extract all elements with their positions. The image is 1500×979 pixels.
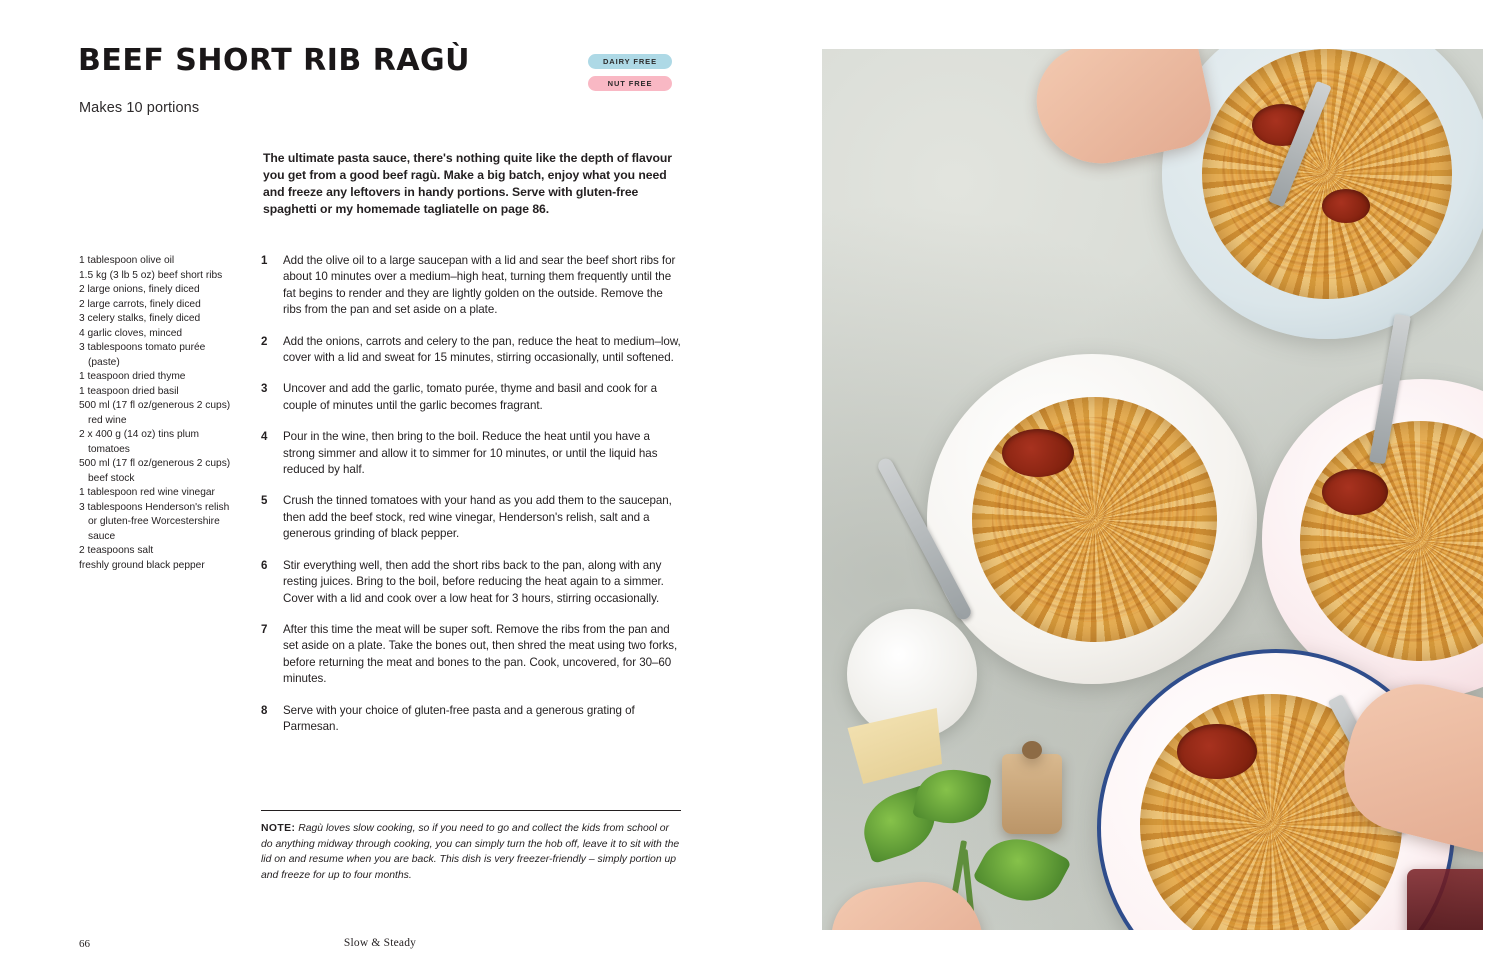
- method-step: [261, 703, 681, 736]
- recipe-note: [261, 821, 681, 883]
- ingredients-list: [79, 254, 251, 573]
- step-text: Crush the tinned tomatoes with your hand as you add them to the saucepan, then add the beef stock, red wine vinegar, Henderson's relish, salt and a generous grinding of black pepper.: [283, 494, 672, 541]
- step-text: After this time the meat will be super soft. Remove the ribs from the pan and set aside on a plate. Take the bones out, then shred the meat using two forks, before returning the meat and bones to the pan. Cook, uncovered, for 30–60 minutes.: [283, 622, 678, 686]
- note-divider: [261, 810, 681, 811]
- right-page: [760, 0, 1500, 979]
- method-step: [261, 429, 681, 478]
- step-text: Add the onions, carrots and celery to the pan, reduce the heat to medium–low, cover with a lid and sweat for 15 minutes, stirring occasionally, until softened.: [283, 334, 681, 365]
- ingredient-item: 1.5 kg (3 lb 5 oz) beef short ribs: [79, 269, 223, 281]
- ingredient-item: 2 large carrots, finely diced: [79, 298, 201, 310]
- ingredient-item: 3 celery stalks, finely diced: [79, 313, 201, 324]
- badge-dairy-free: DAIRY FREE: [588, 54, 672, 69]
- step-number: 1: [261, 255, 268, 267]
- pepper-grinder: [1002, 754, 1062, 834]
- method-step: [261, 253, 681, 319]
- step-number: 3: [261, 383, 268, 396]
- step-number: 4: [261, 431, 268, 444]
- ingredient-item: freshly ground black pepper: [79, 559, 205, 571]
- pasta-left: [972, 397, 1217, 642]
- grinder-knob: [1022, 741, 1042, 759]
- ingredient-item: 1 teaspoon dried thyme: [79, 371, 186, 382]
- ingredient-item: red wine: [88, 414, 127, 426]
- badge-nut-free: NUT FREE: [588, 76, 672, 91]
- wine-glass: [1407, 869, 1483, 930]
- step-number: 7: [261, 623, 268, 636]
- method-step: [261, 493, 681, 542]
- ingredient-item: 3 tablespoons tomato purée: [79, 342, 206, 353]
- ingredient-item: 500 ml (17 fl oz/generous 2 cups): [79, 458, 231, 469]
- step-number: 5: [261, 495, 268, 508]
- ingredient-item: 3 tablespoons Henderson's relish: [79, 501, 230, 513]
- page-number: 66: [79, 938, 90, 950]
- ingredient-item: 2 large onions, finely diced: [79, 284, 200, 295]
- step-text: Uncover and add the garlic, tomato purée, thyme and basil and cook for a couple of minutes until the garlic becomes fragrant.: [283, 382, 658, 412]
- method-step: [261, 334, 681, 367]
- ingredient-item: 2 x 400 g (14 oz) tins plum: [79, 429, 200, 440]
- ingredient-item: (paste): [88, 356, 120, 368]
- ingredient-item: or gluten-free Worcestershire: [88, 516, 220, 527]
- sauce-top-2: [1322, 189, 1370, 223]
- running-head: Slow & Steady: [343, 937, 417, 949]
- page-title: BEEF SHORT RIB RAGÙ: [78, 43, 471, 78]
- dietary-badges: [588, 54, 718, 98]
- ingredient-item: 1 tablespoon olive oil: [79, 255, 175, 266]
- step-text: Add the olive oil to a large saucepan with a lid and sear the beef short ribs for about 10 minutes over a medium–high heat, turning them frequently until the fat begins to render and they are lightly golden on the outside. Remove the ribs from the pan and set aside on a plate.: [283, 254, 676, 317]
- ingredient-item: 4 garlic cloves, minced: [79, 327, 183, 339]
- ingredient-item: 1 teaspoon dried basil: [79, 385, 179, 397]
- yield-text: Makes 10 portions: [79, 100, 200, 116]
- ingredient-item: beef stock: [88, 472, 135, 484]
- step-text: Serve with your choice of gluten-free pasta and a generous grating of Parmesan.: [283, 703, 635, 733]
- step-number: 6: [261, 559, 268, 572]
- method-step: [261, 381, 681, 414]
- recipe-intro: The ultimate pasta sauce, there's nothing quite like the depth of flavour you get from a good beef ragù. Make a big batch, enjoy what you need and freeze any leftovers in handy portions. Serve with gluten-free spaghetti or my homemade tagliatelle on page 86.: [263, 151, 672, 216]
- method-step: [261, 622, 681, 688]
- step-number: 8: [261, 704, 268, 717]
- ingredient-item: sauce: [88, 530, 116, 542]
- ingredient-item: 500 ml (17 fl oz/generous 2 cups): [79, 400, 231, 411]
- ingredient-item: 1 tablespoon red wine vinegar: [79, 487, 215, 498]
- sauce-right: [1322, 469, 1388, 515]
- step-text: Pour in the wine, then bring to the boil. Reduce the heat until you have a strong simmer and allow it to simmer for 10 minutes, or until the liquid has reduced by half.: [283, 430, 658, 477]
- method-steps: [261, 253, 681, 750]
- step-number: 2: [261, 335, 268, 348]
- recipe-photo: [822, 49, 1483, 930]
- note-text: Ragù loves slow cooking, so if you need to go and collect the kids from school or do anything midway through cooking, you can simply turn the hob off, leave it to sit with the lid on and resume when you are back. This dish is very freezer-friendly – simply portion up and freeze for up to four months.: [261, 823, 680, 881]
- note-label: NOTE:: [261, 823, 296, 834]
- ingredient-item: tomatoes: [88, 443, 130, 455]
- sauce-left: [1002, 429, 1074, 477]
- sauce-bottom: [1177, 724, 1257, 779]
- ingredient-item: 2 teaspoons salt: [79, 545, 154, 556]
- step-text: Stir everything well, then add the short ribs back to the pan, along with any resting juices. Bring to the boil, before reducing the heat again to a simmer. Cover with a lid and cook over a low heat for 3 hours, stirring occasionally.: [283, 558, 664, 605]
- method-step: [261, 558, 681, 607]
